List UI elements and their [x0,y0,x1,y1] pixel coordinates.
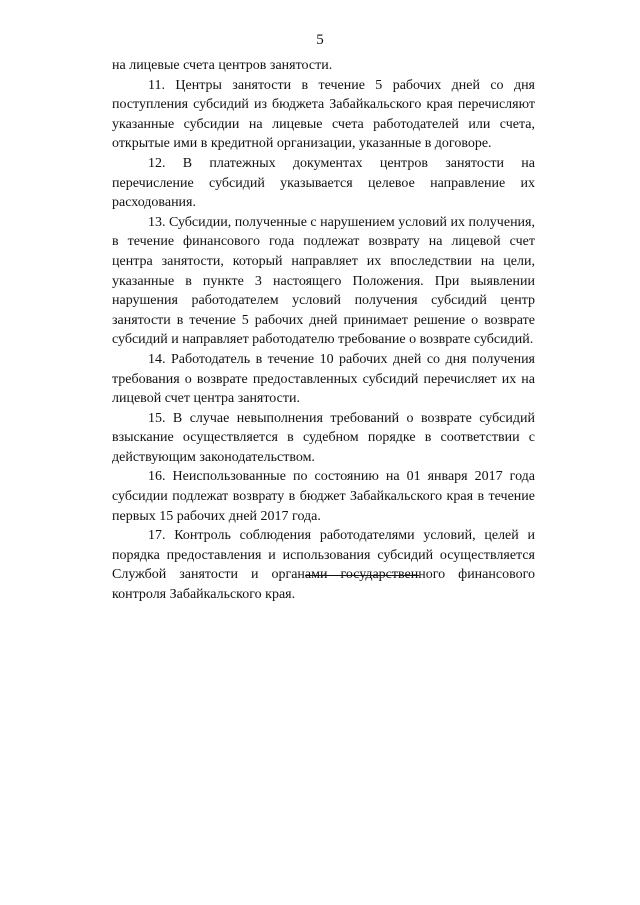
paragraph-14: 14. Работодатель в течение 10 рабочих дней со дня получения требования о возврате предоставленных субсидий перечисляет их на лицевой счет центра занятости. [112,351,535,407]
paragraph-17: 17. Контроль соблюдения работодателями условий, целей и порядка предоставления и использования субсидий осуществляется Службой занятости и органами государственного финансового контроля Забайкальского края. [112,528,535,603]
paragraph-continuation: на лицевые счета центров занятости. [112,58,333,73]
closing-divider [305,575,419,576]
paragraph-12: 12. В платежных документах центров занятости на перечисление субсидий указывается целевое направление их расходования. [112,155,535,211]
page-number: 5 [316,32,324,48]
paragraph-16: 16. Неиспользованные по состоянию на 01 января 2017 года субсидии подлежат возврату в бюджет Забайкальского края в течение первых 15 рабочих дней 2017 года. [112,469,535,524]
paragraph-11: 11. Центры занятости в течение 5 рабочих дней со дня поступления субсидий из бюджета Забайкальского края перечисляют указанные субсидии на лицевые счета работодателей или счета, открытые ими в кредитной организации, указанные в договоре. [112,77,535,152]
paragraph-13: 13. Субсидии, полученные с нарушением условий их получения, в течение финансового года подлежат возврату на лицевой счет центра занятости, который направляет их впоследствии на цели, указанные в пункте 3 настоящего Положения. При выявлении нарушения работодателем условий получения субсидий центр занятости в течение 5 рабочих дней принимает решение о возврате субсидий и направляет работодателю требование о возврате субсидий. [112,214,535,348]
document-body [112,56,535,605]
paragraph-15: 15. В случае невыполнения требований о возврате субсидий взыскание осуществляется в судебном порядке в соответствии с действующим законодательством. [112,410,535,465]
